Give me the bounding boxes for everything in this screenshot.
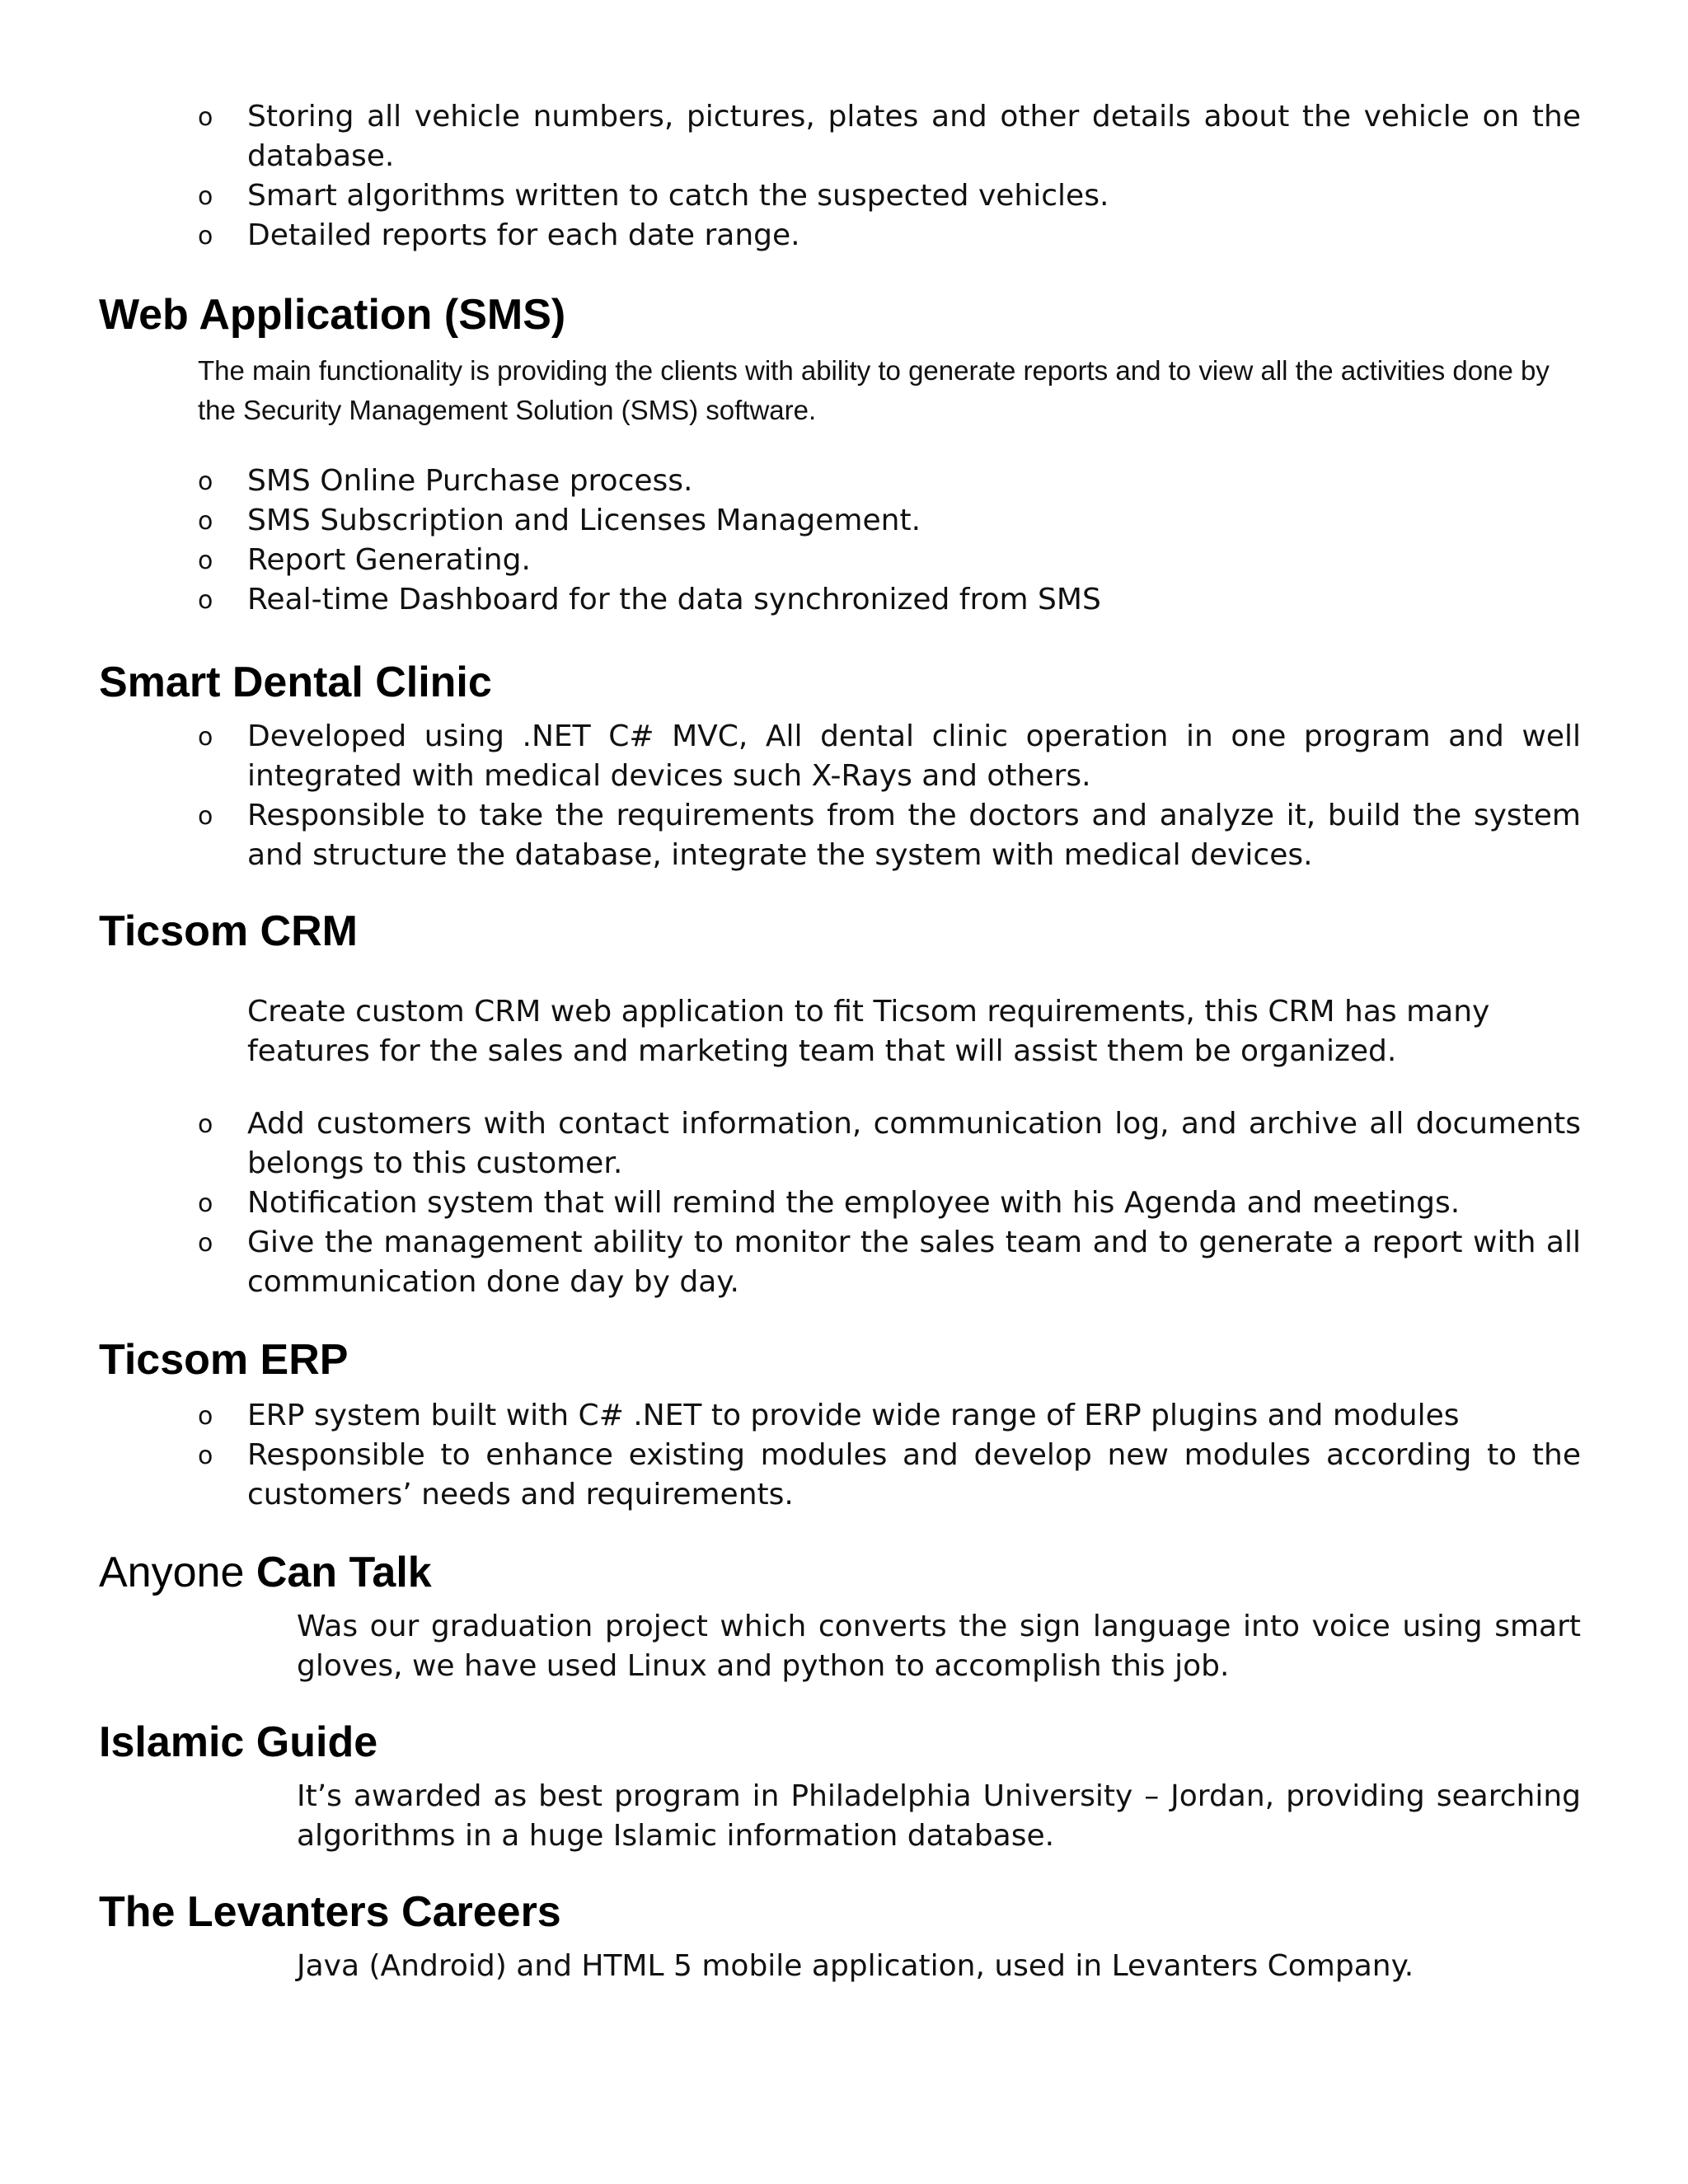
section-heading-talk: Anyone Can Talk <box>99 1549 432 1596</box>
islamic-description: It’s awarded as best program in Philadelphia University – Jordan, providing searching algorithms in a huge Islamic information database. <box>297 1779 1581 1853</box>
bullet-marker: o <box>198 1229 213 1258</box>
list-item: o Smart algorithms written to catch the suspected vehicles. <box>247 176 1581 216</box>
section-heading-erp: Ticsom ERP <box>99 1336 349 1384</box>
crm-features-list <box>198 1104 1581 1302</box>
list-item: o Real-time Dashboard for the data synchronized from SMS <box>247 580 1581 620</box>
section-heading-levanters: The Levanters Careers <box>99 1888 561 1936</box>
bullet-marker: o <box>198 586 213 615</box>
bullet-marker: o <box>198 103 213 132</box>
dental-features-list <box>198 717 1581 875</box>
bullet-marker: o <box>198 723 213 752</box>
section-heading-crm: Ticsom CRM <box>99 907 358 955</box>
bullet-marker: o <box>198 546 213 575</box>
bullet-marker: o <box>198 182 213 211</box>
list-item: o Storing all vehicle numbers, pictures, plates and other details about the vehicle on the database. <box>247 97 1581 176</box>
talk-description: Was our graduation project which converts the sign language into voice using smart gloves, we have used Linux and python to accomplish this job. <box>297 1610 1581 1683</box>
bullet-marker: o <box>198 802 213 831</box>
bullet-marker: o <box>198 1441 213 1470</box>
list-item: o Detailed reports for each date range. <box>247 216 1581 255</box>
levanters-description: Java (Android) and HTML 5 mobile application, used in Levanters Company. <box>297 1949 1414 1983</box>
bullet-marker: o <box>198 222 213 251</box>
bullet-marker: o <box>198 1110 213 1139</box>
list-item: o Responsible to enhance existing modules and develop new modules according to the customers’ needs and requirements. <box>247 1436 1581 1515</box>
section-heading-islamic: Islamic Guide <box>99 1718 378 1766</box>
list-item: o Report Generating. <box>247 541 1581 580</box>
list-item: o Responsible to take the requirements from the doctors and analyze it, build the system and structure the database, integrate the system with medical devices. <box>247 796 1581 875</box>
list-item: o Give the management ability to monitor the sales team and to generate a report with all communication done day by day. <box>247 1223 1581 1302</box>
sms-description: The main functionality is providing the clients with ability to generate reports and to view all the activities done by the Security Management Solution (SMS) software. <box>198 355 1550 425</box>
section-heading-sms: Web Application (SMS) <box>99 291 566 339</box>
list-item: o SMS Online Purchase process. <box>247 462 1581 501</box>
erp-features-list <box>198 1396 1581 1515</box>
crm-description: Create custom CRM web application to fit Ticsom requirements, this CRM has many features for the sales and marketing team that will assist them be organized. <box>247 995 1490 1068</box>
list-item: o Add customers with contact information, communication log, and archive all documents belongs to this customer. <box>247 1104 1581 1183</box>
section-heading-dental: Smart Dental Clinic <box>99 658 492 706</box>
list-item: o ERP system built with C# .NET to provide wide range of ERP plugins and modules <box>247 1396 1581 1436</box>
sms-features-list <box>198 462 1581 620</box>
bullet-marker: o <box>198 1189 213 1218</box>
bullet-marker: o <box>198 1402 213 1431</box>
list-item: o SMS Subscription and Licenses Management. <box>247 501 1581 541</box>
list-item: o Developed using .NET C# MVC, All dental clinic operation in one program and well integrated with medical devices such X-Rays and others. <box>247 717 1581 796</box>
vehicle-features-list <box>198 97 1581 255</box>
bullet-marker: o <box>198 467 213 496</box>
list-item: o Notification system that will remind the employee with his Agenda and meetings. <box>247 1183 1581 1223</box>
bullet-marker: o <box>198 507 213 536</box>
